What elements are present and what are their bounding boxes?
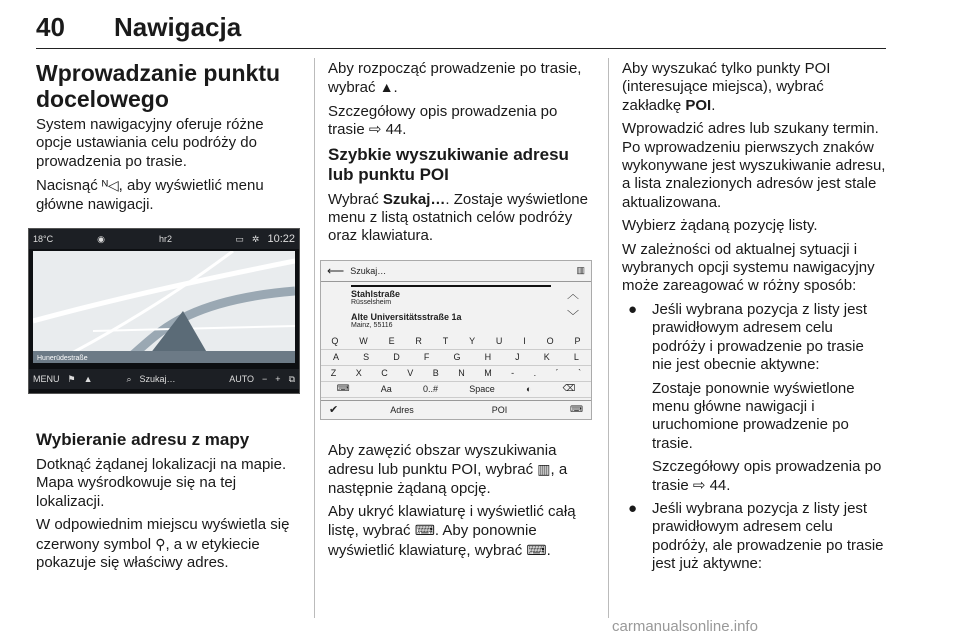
keyboard-key[interactable]: E <box>388 335 395 346</box>
keyboard-key[interactable]: ` <box>578 367 582 378</box>
zoom-in-icon[interactable]: + <box>275 374 281 385</box>
paragraph: W zależności od aktualnej sytuacji i wybranych opcji systemu nawigacyjny może zareagować w różny sposób: <box>622 240 875 295</box>
confirm-icon[interactable]: ✔ <box>329 404 339 417</box>
column-1 <box>33 60 298 577</box>
flag-icon[interactable]: ⚑ <box>67 373 76 384</box>
keyboard-row-2 <box>321 349 591 366</box>
keyboard-key[interactable]: F <box>423 351 430 362</box>
keyboard-row-3 <box>321 365 591 382</box>
keyboard-row-1 <box>321 333 591 350</box>
keyboard-screen-image <box>320 260 592 420</box>
heading-quick-search: Szybkie wyszukiwanie adresu lub punktu POI <box>328 144 569 184</box>
search-input[interactable]: Szukaj… <box>350 265 387 276</box>
keyboard-key[interactable]: Z <box>330 367 337 378</box>
hide-keyboard-icon[interactable]: ⌨ <box>570 404 583 415</box>
zoom-out-icon[interactable]: − <box>262 374 268 385</box>
keyboard-key[interactable]: I <box>523 335 526 346</box>
paragraph: W odpowiednim miejscu wyświetla się czerwony symbol ⚲, a w etykiecie pokazuje się właściwy adres. <box>36 516 290 572</box>
language-icon[interactable]: ◐ <box>525 383 532 394</box>
keyboard-key[interactable]: Q <box>331 335 339 346</box>
keyboard-key[interactable]: L <box>573 351 579 362</box>
filter-icon: ▥ <box>537 461 551 478</box>
location-icon: ◉ <box>97 233 105 244</box>
tab-poi[interactable]: POI <box>491 404 508 415</box>
keyboard-key[interactable]: C <box>381 367 388 378</box>
column-2 <box>328 60 596 565</box>
search-button[interactable]: Szukaj… <box>139 374 176 385</box>
heading-select-from-map: Wybieranie adresu z mapy <box>36 430 250 450</box>
keyboard-key[interactable]: U <box>495 335 503 346</box>
guidance-icon[interactable]: ▲ <box>83 374 93 385</box>
keyboard-key[interactable]: N <box>458 367 465 378</box>
gear-icon: ✲ <box>251 233 260 244</box>
heading-destination-input: Wprowadzanie punktu docelowego <box>36 60 281 112</box>
paragraph: Wybierz żądaną pozycję listy. <box>622 217 818 235</box>
page-number: 40 <box>36 12 65 42</box>
paragraph: Aby ukryć klawiaturę i wyświetlić całą listę, wybrać ⌨. Aby ponownie wyświetlić klawiaturę, wybrać ⌨. <box>328 503 576 559</box>
paragraph: Wprowadzić adres lub szukany termin. Po wprowadzeniu pierwszych znaków wykonywane jest wyszukiwanie adresu, a lista znalezionych adresów jest stale aktualizowana. <box>622 120 886 211</box>
show-keyboard-icon: ⌨ <box>526 541 547 558</box>
navigation-screen-image <box>28 228 300 394</box>
hide-keyboard-icon: ⌨ <box>414 522 435 539</box>
case-key[interactable]: Aa <box>380 383 392 394</box>
space-key[interactable]: Space <box>469 383 495 394</box>
chevron-up-icon[interactable]: ︿ <box>566 286 579 301</box>
paragraph: System nawigacyjny oferuje różne opcje ustawiania celu podróży do prowadzenia po trasie. <box>36 116 264 170</box>
keyboard-icon[interactable]: ⌨ <box>336 383 350 394</box>
page-header <box>36 8 886 49</box>
keyboard-key[interactable]: ´ <box>555 367 559 378</box>
paragraph: Nacisnąć ᴺ◁, aby wyświetlić menu główne nawigacji. <box>36 177 264 213</box>
keyboard-key[interactable]: P <box>574 335 581 346</box>
bottom-bar <box>29 369 299 389</box>
paragraph: Dotknąć żądanej lokalizacji na mapie. Mapa wyśrodkowuje się na tej lokalizacji. <box>36 456 287 510</box>
keyboard-row-4 <box>321 381 591 398</box>
column-3 <box>622 60 887 579</box>
bullet-list <box>622 301 887 574</box>
recent-list <box>351 283 551 329</box>
keyboard-key[interactable]: S <box>363 351 370 362</box>
navigation-icon: ᴺ◁ <box>101 177 119 194</box>
options-icon[interactable]: ⧉ <box>288 373 295 384</box>
keyboard-key[interactable]: . <box>533 367 537 378</box>
keyboard-key[interactable]: M <box>484 367 492 378</box>
column-divider <box>608 58 609 618</box>
list-item: ● Jeśli wybrana pozycja z listy jest prawidłowym adresem celu podróży i prowadzenie po trasie nie jest obecnie aktywne: Zostaje ponownie wyświetlone menu główne nawigacji i uruchomione prowadzenie po trasie. Szczegółowy opis prowadzenia po trasie ⇨ 44. <box>628 300 882 494</box>
map-roads <box>33 251 295 363</box>
list-item[interactable]: Stahlstraße Rüsselsheim <box>351 288 401 306</box>
keyboard-key[interactable]: B <box>432 367 439 378</box>
keyboard-key[interactable]: V <box>407 367 414 378</box>
book-icon: ▭ <box>235 233 244 244</box>
keyboard-key[interactable]: W <box>359 335 368 346</box>
paragraph: Szczegółowy opis prowadzenia po trasie ⇨ 44. <box>328 102 558 139</box>
keyboard-key[interactable]: Y <box>469 335 476 346</box>
watermark: carmanualsonline.info <box>612 618 758 635</box>
tab-bar <box>321 400 591 419</box>
keyboard-key[interactable]: O <box>546 335 554 346</box>
paragraph: Aby rozpocząć prowadzenie po trasie, wybrać ▲. <box>328 60 582 97</box>
menu-button[interactable]: MENU <box>33 374 60 385</box>
keyboard-key[interactable]: A <box>333 351 340 362</box>
keyboard-key[interactable]: - <box>511 367 515 378</box>
chevron-down-icon[interactable]: ﹀ <box>566 308 579 323</box>
pin-icon: ⚲ <box>155 535 166 552</box>
paragraph: Aby wyszukać tylko punkty POI (interesujące miejsca), wybrać zakładkę POI. <box>622 60 831 114</box>
paragraph: Wybrać Szukaj…. Zostaje wyświetlone menu z listą ostatnich celów podróży oraz klawiatura. <box>328 190 588 245</box>
backspace-icon[interactable]: ⌫ <box>562 383 576 394</box>
status-bar: 18°C ◉ hr2 ▭ ✲ 10:22 <box>29 229 299 249</box>
keyboard-key[interactable]: D <box>393 351 400 362</box>
list-item[interactable]: Alte Universitätsstraße 1a Mainz, 55116 <box>351 311 462 329</box>
numbers-key[interactable]: 0..# <box>423 383 439 394</box>
map-view[interactable] <box>33 251 295 363</box>
auto-zoom-button[interactable]: AUTO <box>229 374 255 385</box>
keyboard-key[interactable]: K <box>543 351 550 362</box>
keyboard-key[interactable]: H <box>484 351 492 362</box>
keyboard-key[interactable]: G <box>453 351 461 362</box>
search-icon[interactable]: ⌕ <box>126 373 132 384</box>
keyboard-key[interactable]: X <box>355 367 362 378</box>
back-arrow-icon[interactable]: ⟵ <box>327 263 345 278</box>
start-guidance-icon: ▲ <box>379 79 394 96</box>
svg-text:Hunerüdestraße: Hunerüdestraße <box>37 355 88 363</box>
tab-adres[interactable]: Adres <box>390 404 414 415</box>
list-item: ● Jeśli wybrana pozycja z listy jest prawidłowym adresem celu podróży, ale prowadzenie po trasie jest już aktywne: <box>628 499 884 573</box>
column-divider <box>314 58 315 618</box>
filter-icon[interactable]: ▥ <box>576 265 585 276</box>
paragraph: Aby zawęzić obszar wyszukiwania adresu lub punktu POI, wybrać ▥, a następnie żądaną opcję. <box>328 441 568 497</box>
keyboard-key[interactable]: R <box>415 335 422 346</box>
search-bar <box>321 261 591 282</box>
section-title: Nawigacja <box>114 12 242 42</box>
keyboard-key[interactable]: J <box>515 351 520 362</box>
keyboard-key[interactable]: T <box>442 335 449 346</box>
